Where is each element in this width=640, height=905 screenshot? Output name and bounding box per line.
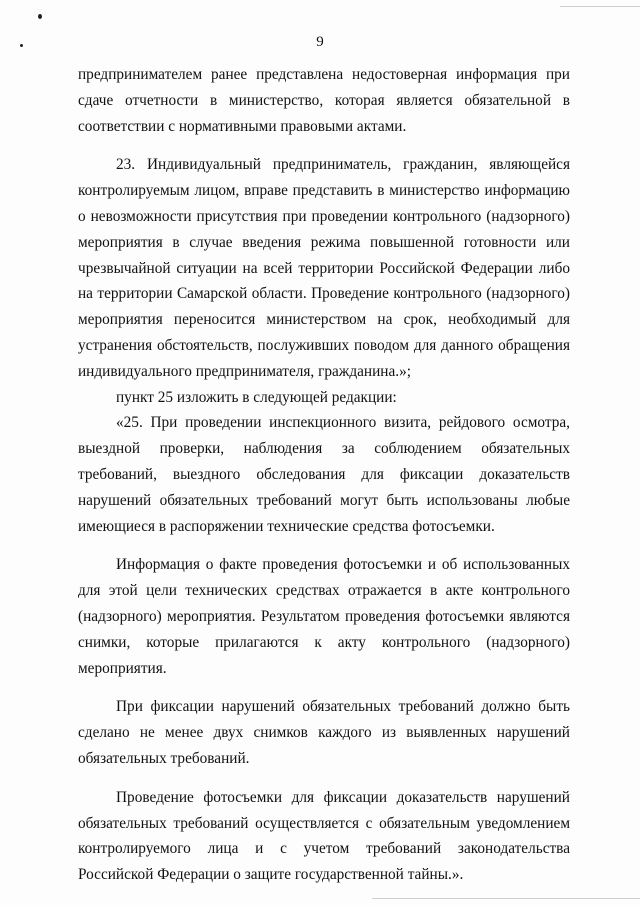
paragraph-photo-notice: Проведение фотосъемки для фиксации доказательств нарушений обязательных требований осуществляется с обязательным уведомлением контролируемого лица и с учетом требований законодательства Российской Федерации о защите государственной тайны.».: [78, 788, 570, 884]
paragraph-amendment-intro: пункт 25 изложить в следующей редакции:: [116, 388, 397, 406]
page-number: 9: [316, 34, 324, 50]
paragraph-photo-count: При фиксации нарушений обязательных требований должно быть сделано не менее двух снимков каждого из выявленных нарушений обязательных требований.: [78, 698, 570, 767]
document-body: [78, 62, 570, 888]
paragraph-item-25: «25. При проведении инспекционного визита, рейдового осмотра, выездной проверки, наблюдения за соблюдением обязательных требований, выездного обследования для фиксации доказательств нарушений обязательных требований могут быть использованы любые имеющиеся в распоряжении технические средства фотосъемки.: [78, 414, 570, 535]
paragraph-item-23: 23. Индивидуальный предприниматель, гражданин, являющейся контролируемым лицом, вправе представить в министерство информацию о невозможности присутствия при проведении контрольного (надзорного) мероприятия в случае введения режима повышенной готовности или чрезвычайной ситуации на всей территории Российской Федерации либо на территории Самарской области. Проведение контрольного (надзорного) мероприятия переносится министерством на срок, необходимый для устранения обстоятельств, послуживших поводом для данного обращения индивидуального предпринимателя, гражданина.»;: [78, 156, 570, 380]
paragraph-continuation: предпринимателем ранее представлена недостоверная информация при сдаче отчетности в министерство, которая является обязательной в соответствии с нормативными правовыми актами.: [78, 66, 570, 135]
paragraph-photo-info: Информация о факте проведения фотосъемки и об использованных для этой цели технических средствах отражается в акте контрольного (надзорного) мероприятия. Результатом проведения фотосъемки являются снимки, которые прилагаются к акту контрольного (надзорного) мероприятия.: [78, 556, 570, 677]
scan-edge-line: [560, 6, 640, 7]
scan-speck: [38, 14, 42, 19]
scan-edge-line: [372, 898, 640, 899]
